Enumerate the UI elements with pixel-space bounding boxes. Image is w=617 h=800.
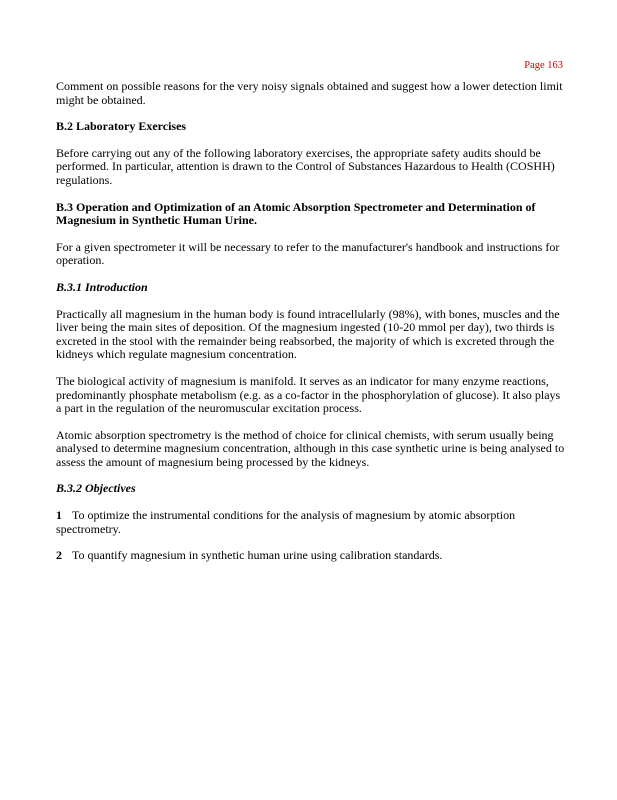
section-text-b2: Before carrying out any of the following laboratory exercises, the appropriate safety audits should be performed. In particular, attention is drawn to the Control of Substances Hazardous to Health (COSHH) regulations. <box>56 145 555 187</box>
introduction-paragraph-3: Atomic absorption spectrometry is the method of choice for clinical chemists, with serum usually being analysed to determine magnesium concentration, although in this case synthetic urine is being analysed to assess the amount of magnesium being processed by the kidneys. <box>56 427 565 469</box>
page-number: Page 163 <box>524 60 563 71</box>
objective-number: 2 <box>56 548 62 563</box>
section-heading-b2: B.2 Laboratory Exercises <box>56 119 187 134</box>
objective-item <box>56 549 566 563</box>
section-text-b3: For a given spectrometer it will be necessary to refer to the manufacturer's handbook and instructions for operation. <box>56 239 560 268</box>
subsection-heading-b32: B.3.2 Objectives <box>56 481 136 496</box>
subsection-heading-b31: B.3.1 Introduction <box>56 279 148 294</box>
objective-item <box>56 509 566 536</box>
objective-text: To quantify magnesium in synthetic human urine using calibration standards. <box>72 548 443 563</box>
page-content <box>56 80 566 576</box>
objective-text: To optimize the instrumental conditions for the analysis of magnesium by atomic absorption spectrometry. <box>56 508 516 536</box>
objective-number: 1 <box>56 508 62 523</box>
intro-comment: Comment on possible reasons for the very noisy signals obtained and suggest how a lower detection limit might be obtained. <box>56 79 563 107</box>
section-heading-b3: B.3 Operation and Optimization of an Atomic Absorption Spectrometer and Determination of Magnesium in Synthetic Human Urine. <box>56 199 536 228</box>
introduction-paragraph-1: Practically all magnesium in the human body is found intracellularly (98%), with bones, muscles and the liver being the main sites of deposition. Of the magnesium ingested (10-20 mmol per day), two thirds is excreted in the stool with the remainder being reabsorbed, the majority of which is excreted through the kidneys which regulate magnesium concentration. <box>56 306 560 362</box>
introduction-paragraph-2: The biological activity of magnesium is manifold. It serves as an indicator for many enzyme reactions, predominantly phosphate metabolism (e.g. as a co-factor in the phosphorylation of glucose). It also plays a part in the regulation of the neuromuscular excitation process. <box>56 373 561 416</box>
